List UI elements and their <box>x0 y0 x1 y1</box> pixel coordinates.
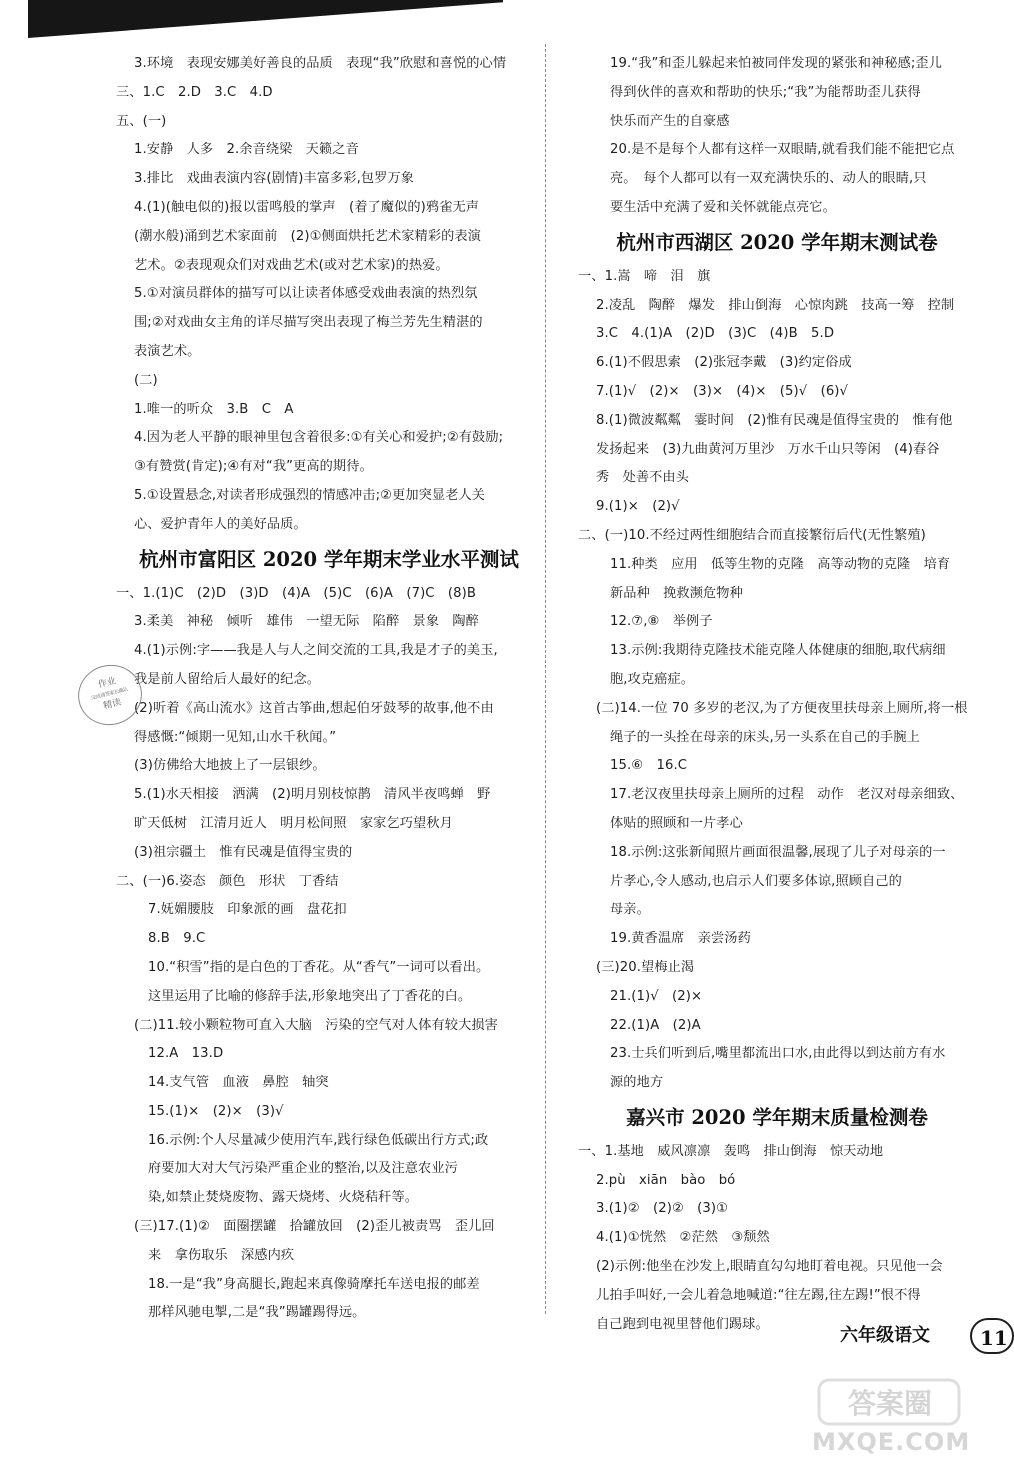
answer-line: 胞,攻克癌症。 <box>610 671 695 687</box>
svg-text:答案圈: 答案圈 <box>847 1387 933 1420</box>
answer-line: 1.唯一的听众 3.B C A <box>134 401 294 417</box>
answer-line: 表演艺术。 <box>134 343 201 359</box>
footer-grade-subject: 六年级语文 <box>840 1325 930 1346</box>
answer-line: 5.(1)水天相接 洒满 (2)明月别枝惊鹊 清风半夜鸣蝉 野 <box>134 787 491 803</box>
answer-line: 发扬起来 (3)九曲黄河万里沙 万水千山只等闲 (4)春谷 <box>596 441 940 457</box>
answer-line: 一、1.(1)C (2)D (3)D (4)A (5)C (6)A (7)C (8)B <box>116 585 477 601</box>
answer-line: (2)听着《高山流水》这首古筝曲,想起伯牙鼓琴的故事,他不由 <box>134 700 494 716</box>
answer-line: (2)示例:他坐在沙发上,眼睛直勾勾地盯着电视。只见他一会 <box>596 1259 943 1275</box>
answer-line: 府要加大对大气污染严重企业的整治,以及注意农业污 <box>148 1161 458 1177</box>
answer-line: 二、(一)10.不经过两性细胞结合而直接繁衍后代(无性繁殖) <box>578 527 926 543</box>
answer-line: 片孝心,令人感动,也启示人们要多体谅,照顾自己的 <box>610 873 902 889</box>
answer-line: (3)仿佛给大地披上了一层银纱。 <box>134 758 326 774</box>
answer-line: 7.妩媚腰肢 印象派的画 盘花扣 <box>148 902 347 918</box>
answer-line: 体贴的照顾和一片孝心 <box>610 815 743 831</box>
answer-line: 21.(1)√ (2)× <box>610 988 703 1004</box>
answer-line: (三)20.望梅止渴 <box>596 959 695 975</box>
answer-line: 心、爱护青年人的美好品质。 <box>134 516 307 532</box>
answer-line: 得到伙伴的喜欢和帮助的快乐;“我”为能帮助歪儿获得 <box>610 84 921 100</box>
answer-line: 4.因为老人平静的眼神里包含着很多:①有关心和爱护;②有鼓励; <box>134 430 504 446</box>
answer-line: 4.(1)示例:字——我是人与人之间交流的工具,我是才子的美玉, <box>134 643 498 659</box>
answer-line: 自己跑到电视里替他们踢球。 <box>596 1316 769 1332</box>
answer-line: 3.柔美 神秘 倾听 雄伟 一望无际 陷醉 景象 陶醉 <box>134 614 479 630</box>
answer-line: 1.安静 人多 2.余音绕梁 天籁之音 <box>134 142 359 158</box>
section-heading: 杭州市富阳区 2020 学年期末学业水平测试 <box>139 547 519 571</box>
page-number-badge: 11 <box>970 1318 1014 1354</box>
answer-line: 5.①对演员群体的描写可以让读者体感受戏曲表演的热烈氛 <box>134 286 478 302</box>
answer-line: 三、1.C 2.D 3.C 4.D <box>116 84 273 100</box>
answer-line: (二)14.一位 70 多岁的老汉,为了方便夜里扶母亲上厕所,将一根 <box>596 700 968 716</box>
answer-line: 3.(1)② (2)② (3)① <box>596 1201 729 1217</box>
homework-stamp: 作业 完成请签家长确认 精读 <box>72 658 149 732</box>
answer-line: ③有赞赏(肯定);④有对“我”更高的期待。 <box>134 459 373 475</box>
answer-line: 秀 处善不由头 <box>596 470 690 486</box>
answer-line: 得感慨:“倾期一见知,山水千秋闻。” <box>134 729 337 745</box>
answer-line: 3.环境 表现安娜美好善良的品质 表现“我”欣慰和喜悦的心情 <box>134 56 507 71</box>
answer-line: 6.(1)不假思索 (2)张冠李戴 (3)约定俗成 <box>596 355 852 371</box>
answer-line: 22.(1)A (2)A <box>610 1017 701 1033</box>
section-heading: 嘉兴市 2020 学年期末质量检测卷 <box>626 1105 928 1129</box>
answer-line: 这里运用了比喻的修辞手法,形象地突出了丁香花的白。 <box>148 988 472 1004</box>
answer-line: 快乐而产生的自豪感 <box>610 113 730 129</box>
answer-line: 4.(1)①恍然 ②茫然 ③颓然 <box>596 1230 770 1246</box>
watermark-site-url: MXQE.COM <box>812 1428 971 1456</box>
answer-line: (三)17.(1)② 面圈摆罐 拾罐放回 (2)歪儿被责骂 歪儿回 <box>134 1219 495 1235</box>
answer-line: 12.⑦,⑧ 举例子 <box>610 614 713 630</box>
answer-line: 9.(1)× (2)√ <box>596 499 680 515</box>
answer-line: 10.“积雪”指的是白色的丁香花。从“香气”一词可以看出。 <box>148 959 490 975</box>
answer-line: 新品种 挽救濒危物种 <box>610 585 743 601</box>
answer-line: 源的地方 <box>610 1075 664 1091</box>
answer-line: 一、1.嵩 啼 泪 旗 <box>578 268 711 284</box>
left-answer-column <box>116 50 542 1328</box>
watermark-logo-icon <box>815 1374 965 1428</box>
answer-line: 5.①设置悬念,对读者形成强烈的情感冲击;②更加突显老人关 <box>134 487 486 503</box>
answer-line: 五、(一) <box>116 113 167 129</box>
answer-line: 要生活中充满了爱和关怀就能点亮它。 <box>610 199 836 215</box>
answer-line: 艺术。②表现观众们对戏曲艺术(或对艺术家)的热爱。 <box>134 257 449 273</box>
answer-line: 一、1.基地 威风凛凛 轰鸣 排山倒海 惊天动地 <box>578 1143 884 1159</box>
answer-line: 母亲。 <box>610 902 650 918</box>
answer-line: (二)11.较小颗粒物可直入大脑 污染的空气对人体有较大损害 <box>134 1017 498 1033</box>
answer-line: 2.pù xiān bào bó <box>596 1172 736 1188</box>
answer-line: 儿拍手叫好,一会儿着急地喊道:“往左踢,往左踢!”恨不得 <box>596 1287 921 1303</box>
answer-line: 我是前人留给后人最好的纪念。 <box>134 671 321 687</box>
answer-line: 12.A 13.D <box>148 1046 224 1062</box>
answer-line: 15.⑥ 16.C <box>610 758 688 774</box>
answer-line: 8.(1)微波粼粼 霎时间 (2)惟有民魂是值得宝贵的 惟有他 <box>596 412 953 428</box>
answer-line: 7.(1)√ (2)× (3)× (4)× (5)√ (6)√ <box>596 383 849 399</box>
answer-line: 那样风驰电掣,二是“我”踢罐踢得远。 <box>148 1305 366 1321</box>
answer-line: 19.黄香温席 亲尝汤药 <box>610 931 751 947</box>
answer-line: 亮。 每个人都可以有一双充满快乐的、动人的眼睛,只 <box>610 171 927 187</box>
answer-line: 11.种类 应用 低等生物的克隆 高等动物的克隆 培育 <box>610 556 951 572</box>
answer-line: (潮水般)涌到艺术家面前 (2)①侧面烘托艺术家精彩的表演 <box>134 228 482 244</box>
answer-line: 16.示例:个人尽量减少使用汽车,践行绿色低碳出行方式;政 <box>148 1132 489 1148</box>
answer-line: 13.示例:我期待克隆技术能克隆人体健康的细胞,取代病细 <box>610 643 946 659</box>
answer-line: 2.凌乱 陶醉 爆发 排山倒海 心惊肉跳 技高一筹 控制 <box>596 297 955 313</box>
answer-line: 3.排比 戏曲表演内容(剧情)丰富多彩,包罗万象 <box>134 171 415 187</box>
right-answer-column <box>578 50 976 1339</box>
answer-line: 23.士兵们听到后,嘴里都流出口水,由此得以到达前方有水 <box>610 1046 946 1062</box>
answer-line: 4.(1)(触电似的)报以雷鸣般的掌声 (着了魔似的)鸦雀无声 <box>134 199 480 215</box>
section-heading: 杭州市西湖区 2020 学年期末测试卷 <box>616 230 938 254</box>
answer-line: 围;②对戏曲女主角的详尽描写突出表现了梅兰芳先生精湛的 <box>134 315 483 331</box>
answer-line: 17.老汉夜里扶母亲上厕所的过程 动作 老汉对母亲细致、 <box>610 787 964 803</box>
answer-line: 8.B 9.C <box>148 931 206 947</box>
answer-line: 染,如禁止焚烧废物、露天烧烤、火烧秸秆等。 <box>148 1190 419 1206</box>
answer-line: (二) <box>134 372 158 388</box>
column-divider <box>545 44 546 1314</box>
top-decorative-bar <box>28 0 503 38</box>
answer-line: 18.示例:这张新闻照片画面很温馨,展现了儿子对母亲的一 <box>610 844 946 860</box>
answer-line: 14.支气管 血液 鼻腔 轴突 <box>148 1075 329 1091</box>
answer-line: 19.“我”和歪儿躲起来怕被同伴发现的紧张和神秘感;歪儿 <box>610 56 943 71</box>
answer-line: 20.是不是每个人都有这样一双眼睛,就看我们能不能把它点 <box>610 142 955 158</box>
answer-line: 来 拿伤取乐 深感内疚 <box>148 1247 295 1263</box>
answer-line: 15.(1)× (2)× (3)√ <box>148 1103 284 1119</box>
answer-line: 旷天低树 江清月近人 明月松间照 家家乞巧望秋月 <box>134 815 453 831</box>
answer-line: 18.一是“我”身高腿长,跑起来真像骑摩托车送电报的邮差 <box>148 1276 480 1292</box>
answer-line: (3)祖宗疆土 惟有民魂是值得宝贵的 <box>134 844 353 860</box>
answer-line: 二、(一)6.姿态 颜色 形状 丁香结 <box>116 873 339 889</box>
answer-line: 3.C 4.(1)A (2)D (3)C (4)B 5.D <box>596 326 835 342</box>
answer-line: 绳子的一头拴在母亲的床头,另一头系在自己的手腕上 <box>610 729 920 745</box>
